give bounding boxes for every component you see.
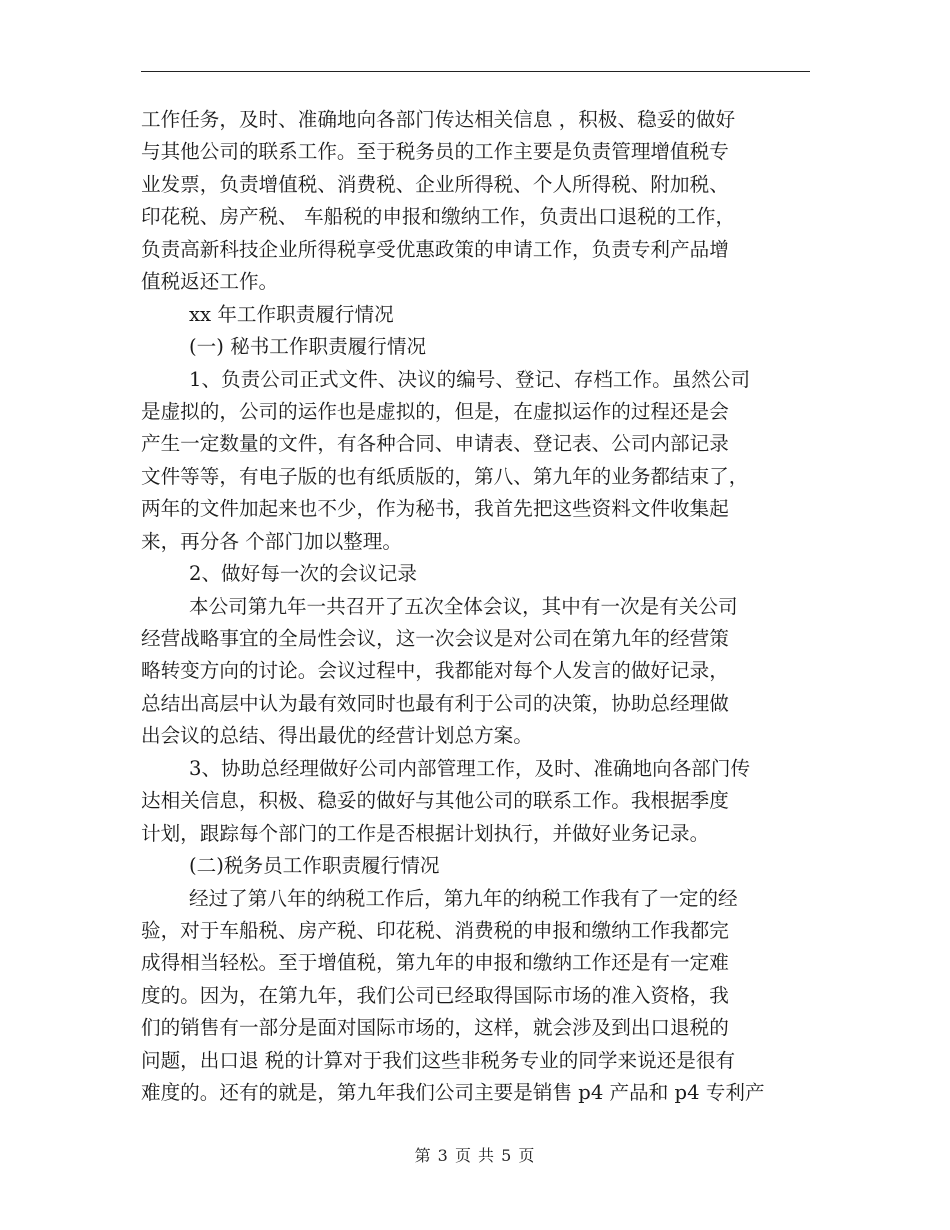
text-line: 值税返还工作。 [141, 270, 279, 294]
text-line: 问题，出口退 税的计算对于我们这些非税务专业的同学来说还是很有 [141, 1048, 736, 1072]
text-line: 1、负责公司正式文件、决议的编号、登记、存档工作。虽然公司 [189, 367, 751, 391]
text-line: 两年的文件加起来也不少，作为秘书，我首先把这些资料文件收集起 [141, 497, 729, 521]
text-line: 文件等等，有电子版的也有纸质版的，第八、第九年的业务都结束了， [141, 464, 749, 488]
subsection-heading: (一) 秘书工作职责履行情况 [189, 335, 427, 359]
text-line: 度的。因为，在第九年，我们公司已经取得国际市场的准入资格，我 [141, 983, 729, 1007]
page-footer: 第 3 页 共 5 页 [414, 1146, 536, 1165]
header-rule [141, 71, 810, 72]
text-line: 与其他公司的联系工作。至于税务员的工作主要是负责管理增值税专 [141, 140, 729, 164]
subsection-heading: (二)税务员工作职责履行情况 [189, 854, 440, 878]
text-line: 来，再分各 个部门加以整理。 [141, 529, 402, 553]
text-line: 难度的。还有的就是，第九年我们公司主要是销售 p4 产品和 p4 专利产 [141, 1081, 765, 1105]
text-line: 达相关信息，积极、稳妥的做好与其他公司的联系工作。我根据季度 [141, 789, 729, 813]
text-line: 经过了第八年的纳税工作后，第九年的纳税工作我有了一定的经 [189, 886, 738, 910]
text-line: 成得相当轻松。至于增值税，第九年的申报和缴纳工作还是有一定难 [141, 951, 729, 975]
text-line: 产生一定数量的文件，有各种合同、申请表、登记表、公司内部记录 [141, 432, 729, 456]
text-line: 本公司第九年一共召开了五次全体会议，其中有一次是有关公司 [189, 594, 738, 618]
text-line: 出会议的总结、得出最优的经营计划总方案。 [141, 724, 533, 748]
text-line: 们的销售有一部分是面对国际市场的，这样，就会涉及到出口退税的 [141, 1016, 729, 1040]
section-heading: xx 年工作职责履行情况 [189, 302, 394, 326]
text-line: 负责高新科技企业所得税享受优惠政策的申请工作，负责专利产品增 [141, 237, 729, 261]
item-heading: 2、做好每一次的会议记录 [189, 562, 417, 586]
text-line: 是虚拟的，公司的运作也是虚拟的，但是，在虚拟运作的过程还是会 [141, 399, 729, 423]
text-line: 计划，跟踪每个部门的工作是否根据计划执行，并做好业务记录。 [141, 821, 710, 845]
text-line: 业发票，负责增值税、消费税、企业所得税、个人所得税、附加税、 [141, 172, 729, 196]
text-line: 经营战略事宜的全局性会议，这一次会议是对公司在第九年的经营策 [141, 627, 729, 650]
document-body [141, 104, 816, 1110]
text-line: 略转变方向的讨论。会议过程中，我都能对每个人发言的做好记录， [141, 659, 729, 683]
text-line: 印花税、房产税、 车船税的申报和缴纳工作，负责出口退税的工作， [141, 205, 736, 229]
text-line: 验，对于车船税、房产税、印花税、消费税的申报和缴纳工作我都完 [141, 918, 729, 942]
text-line: 工作任务，及时、准确地向各部门传达相关信息 ，积极、稳妥的做好 [141, 108, 736, 131]
text-line: 总结出高层中认为最有效同时也最有利于公司的决策，协助总经理做 [141, 691, 729, 715]
text-line: 3、协助总经理做好公司内部管理工作，及时、准确地向各部门传 [189, 756, 751, 780]
